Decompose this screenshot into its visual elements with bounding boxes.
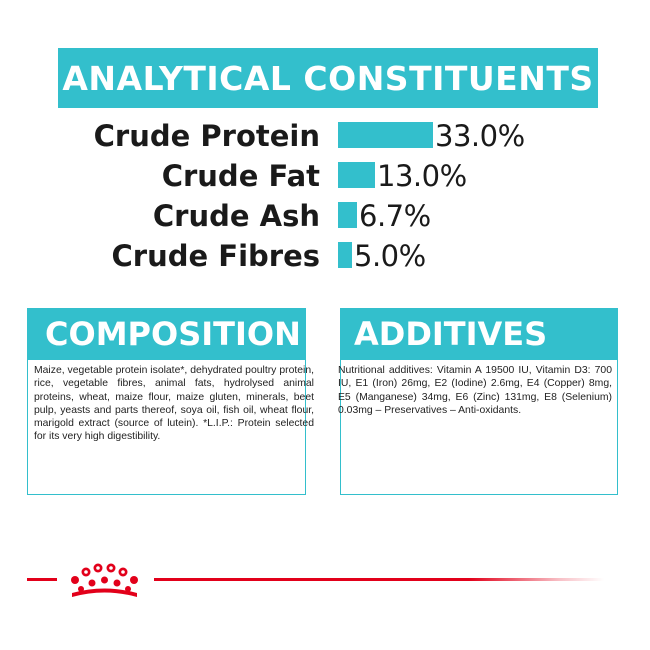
footer-divider-right bbox=[154, 578, 604, 581]
composition-heading: COMPOSITION bbox=[27, 308, 306, 360]
nutrient-row-crude-protein bbox=[0, 116, 650, 156]
royal-canin-crown-icon bbox=[58, 560, 152, 600]
nutrient-row-crude-fat bbox=[0, 156, 650, 196]
nutrient-value: 33.0% bbox=[435, 119, 525, 153]
additives-text: Nutritional additives: Vitamin A 19500 IU, Vitamin D3: 700 IU, E1 (Iron) 26mg, E2 (Iodine) 2.6mg, E4 (Copper) 8mg, E5 (Manganese) 34mg, E6 (Zinc) 131mg, E8 (Selenium) 0.03mg – Preservatives – Anti-oxidants. bbox=[338, 365, 612, 416]
nutrient-value: 5.0% bbox=[354, 239, 426, 273]
nutrient-value: 13.0% bbox=[377, 159, 467, 193]
nutrient-bar bbox=[338, 242, 352, 268]
nutrient-bar bbox=[338, 162, 375, 188]
nutrient-label: Crude Fibres bbox=[111, 239, 320, 273]
nutrient-value: 6.7% bbox=[359, 199, 431, 233]
analytical-constituents-title: ANALYTICAL CONSTITUENTS bbox=[58, 48, 598, 108]
nutrient-bar bbox=[338, 202, 357, 228]
composition-text: Maize, vegetable protein isolate*, dehydrated poultry protein, rice, vegetable fibres, animal fats, hydrolysed animal proteins, wheat, maize flour, maize gluten, minerals, beet pulp, yeasts and parts thereof, soya oil, fish oil, wheat flour, marigold extract (source of lutein). *L.I.P.: Protein selected for its very high digestibility. bbox=[34, 365, 314, 443]
nutrient-bar bbox=[338, 122, 433, 148]
nutrient-label: Crude Fat bbox=[161, 159, 320, 193]
nutrient-label: Crude Ash bbox=[152, 199, 320, 233]
nutrient-row-crude-fibres bbox=[0, 236, 650, 276]
footer-divider-left bbox=[27, 578, 57, 581]
nutrient-row-crude-ash bbox=[0, 196, 650, 236]
nutrient-label: Crude Protein bbox=[93, 119, 320, 153]
additives-heading: ADDITIVES bbox=[340, 308, 618, 360]
